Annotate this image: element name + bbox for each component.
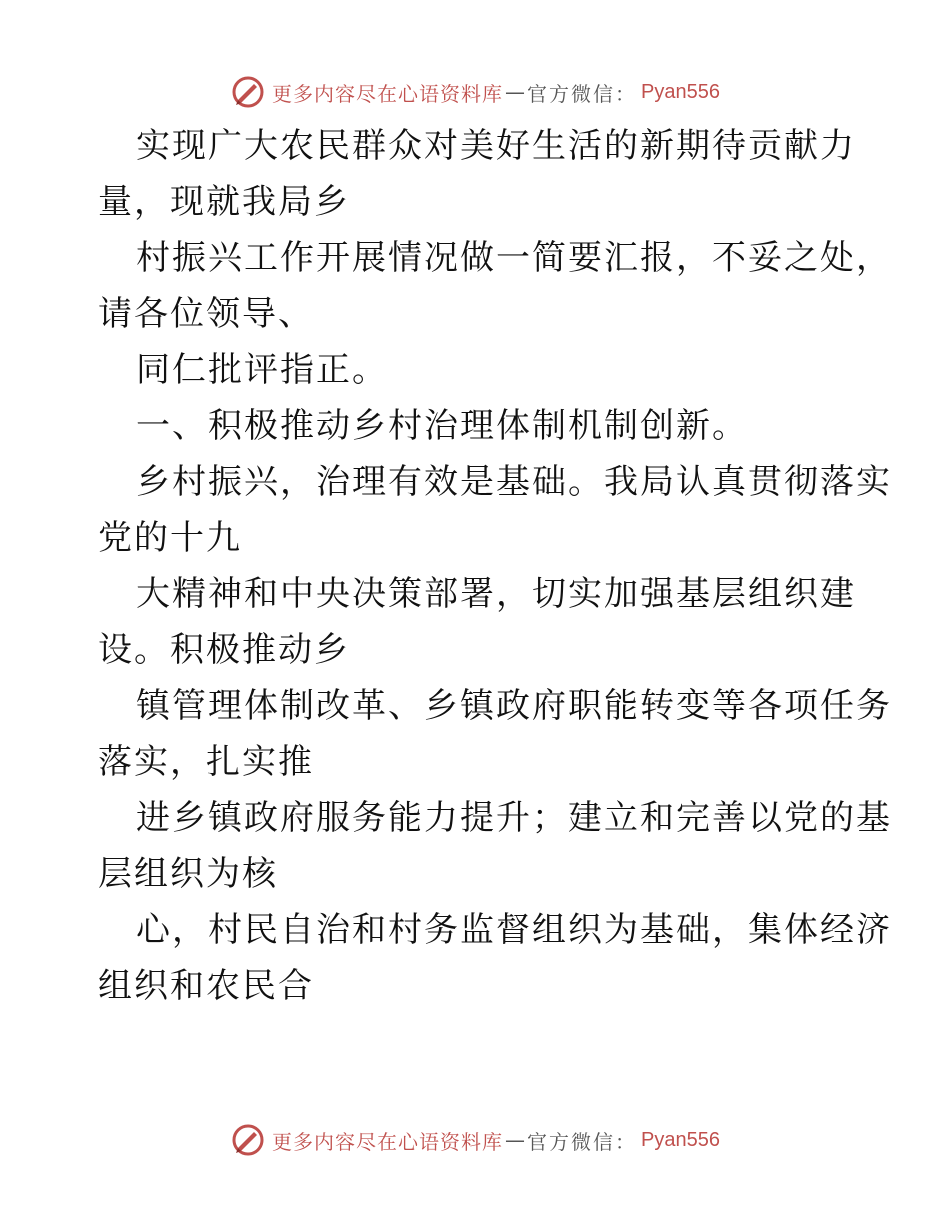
body-line: 村振兴工作开展情况做一简要汇报，不妥之处， xyxy=(136,238,892,278)
body-line: 实现广大农民群众对美好生活的新期待贡献力 xyxy=(136,126,856,166)
header-separator: — xyxy=(505,80,526,104)
footer-wechat-id: Pyan556 xyxy=(641,1128,720,1151)
header-wechat-label: 官方微信： xyxy=(527,81,638,106)
body-line: 大精神和中央决策部署，切实加强基层组织建 xyxy=(136,574,856,614)
body-line: 乡村振兴，治理有效是基础。我局认真贯彻落实 xyxy=(136,462,892,502)
body-line: 落实，扎实推 xyxy=(98,742,314,782)
body-line: 镇管理体制改革、乡镇政府职能转变等各项任务 xyxy=(136,686,892,726)
body-line: 量，现就我局乡 xyxy=(98,182,350,222)
document-body xyxy=(98,118,892,1014)
pen-circle-logo-icon xyxy=(230,1122,266,1158)
footer-separator: — xyxy=(505,1128,526,1152)
body-line: 党的十九 xyxy=(98,518,242,558)
footer-wechat-label: 官方微信： xyxy=(527,1129,638,1154)
header-wechat-id: Pyan556 xyxy=(641,80,720,103)
header-brand-text: 更多内容尽在心语资料库 xyxy=(272,81,504,106)
body-line: 同仁批评指正。 xyxy=(136,350,388,390)
body-line: 层组织为核 xyxy=(98,854,278,894)
pen-circle-logo-icon xyxy=(230,74,266,110)
section-heading: 一、积极推动乡村治理体制机制创新。 xyxy=(136,406,748,446)
body-line: 组织和农民合 xyxy=(98,966,314,1006)
body-line: 进乡镇政府服务能力提升；建立和完善以党的基 xyxy=(136,798,892,838)
body-line: 设。积极推动乡 xyxy=(98,630,350,670)
header-banner xyxy=(0,70,950,114)
footer-banner xyxy=(0,1118,950,1162)
body-line: 心，村民自治和村务监督组织为基础，集体经济 xyxy=(136,910,892,950)
body-line: 请各位领导、 xyxy=(98,294,314,334)
footer-brand-text: 更多内容尽在心语资料库 xyxy=(272,1129,504,1154)
